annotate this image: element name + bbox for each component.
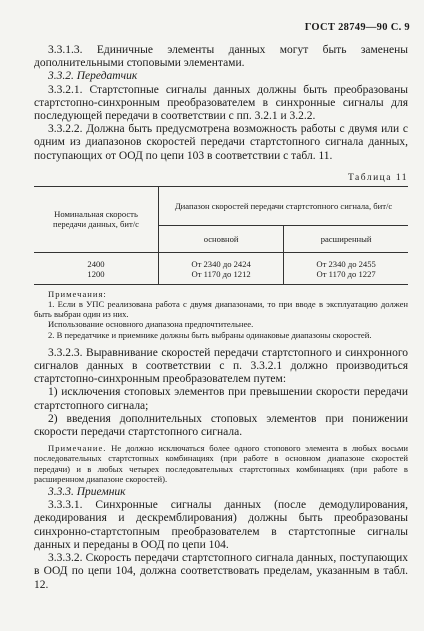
note-block-2 xyxy=(34,443,408,484)
paragraph-3-3-1-3: 3.3.1.3. Единичные элементы данных могут быть заменены дополнительными стоповыми элементами. xyxy=(34,44,408,70)
heading-transmitter xyxy=(34,70,408,83)
table-caption: Таблица 11 xyxy=(347,172,408,183)
cell-basic-2400: От 2340 до 2424 xyxy=(191,258,251,269)
notes-title xyxy=(34,289,408,299)
cell-extended-2400: От 2340 до 2455 xyxy=(316,258,376,269)
speed-range-table xyxy=(34,186,408,285)
note-2: 2. В передатчике и приемнике должны быть выбраны одинаковые диапазоны скоростей. xyxy=(48,329,372,340)
heading-receiver-text: 3.3.3. Приемник xyxy=(48,486,126,499)
list-item-1: 1) исключения стоповых элементов при превышении скорости передачи стартстопного сигнала; xyxy=(34,386,408,412)
document-body xyxy=(34,44,408,592)
paragraph-3-3-2-3-block xyxy=(34,347,408,439)
page-header: ГОСТ 28749—90 С. 9 xyxy=(304,22,410,33)
col-header-speed-range: Диапазон скоростей передачи стартстопного сигнала, бит/с xyxy=(159,186,409,225)
note-1b: Использование основного диапазона предпочтительнее. xyxy=(48,319,254,330)
paragraph-3-3-2-3: 3.3.2.3. Выравнивание скоростей передачи стартстопного и синхронного сигналов данных в соответствии с п. 3.3.2.1 должно производиться стартстопно-синхронным преобразователем путем: xyxy=(34,346,408,386)
table-row xyxy=(34,252,408,284)
cell-basic xyxy=(159,252,284,284)
cell-nominal-2400: 2400 xyxy=(87,258,105,269)
notes-block xyxy=(34,289,408,340)
paragraph-3-3-2-2: 3.3.2.2. Должна быть предусмотрена возможность работы с двумя или с одним из диапазонов скоростей передачи стартстопного сигнала данных, поступающих от ООД по цепи 103 в соответствии с табл. 11. xyxy=(34,123,408,162)
note-label: Примечание. xyxy=(48,443,107,454)
paragraph-3-3-3-1: 3.3.3.1. Синхронные сигналы данных (после демодулирования, декодирования и дескремблирования) должны быть преобразованы синхронно-стартстопным преобразователем в стартстопные сигналы данных и переданы в ООД по цепи 104. xyxy=(34,499,408,551)
cell-nominal-1200: 1200 xyxy=(87,268,105,279)
cell-nominal xyxy=(34,252,159,284)
heading-transmitter-text: 3.3.2. Передатчик xyxy=(48,70,138,83)
cell-basic-1200: От 1170 до 1212 xyxy=(191,268,251,279)
paragraph-3-3-3-2: 3.3.3.2. Скорость передачи стартстопного сигнала данных, поступающих в ООД по цепи 104, должна соответствовать пределам, указанным в табл. 12. xyxy=(34,552,408,591)
notes-title-text: Примечания: xyxy=(48,288,107,299)
note-text: Не должно исключаться более одного стопового элемента в любых восьми последовательных стартстопных комбинациях (при работе в основном диапазоне скоростей передачи) и в любых четырех последовательных стартстопных комбинациях (при работе в расширенном диапазоне скоростей). xyxy=(34,443,408,484)
paragraph-3-3-2-1: 3.3.2.1. Стартстопные сигналы данных должны быть преобразованы стартстопно-синхронным преобразователем в синхронные сигналы для последующей передачи в соответствии с пп. 3.2.1 и 3.2.2. xyxy=(34,83,408,123)
col-header-nominal-speed: Номинальная скорость передачи данных, бит/с xyxy=(34,186,159,252)
col-header-basic: основной xyxy=(159,225,284,252)
cell-extended xyxy=(284,252,408,284)
cell-extended-1200: От 1170 до 1227 xyxy=(316,268,376,279)
note-1: 1. Если в УПС реализована работа с двумя диапазонами, то при вводе в эксплуатацию должен быть выбран один из них. xyxy=(34,299,408,320)
list-item-2: 2) введения дополнительных стоповых элементов при понижении скорости передачи стартстопного сигнала. xyxy=(34,412,408,439)
col-header-extended: расширенный xyxy=(284,225,408,252)
heading-receiver xyxy=(34,486,408,499)
